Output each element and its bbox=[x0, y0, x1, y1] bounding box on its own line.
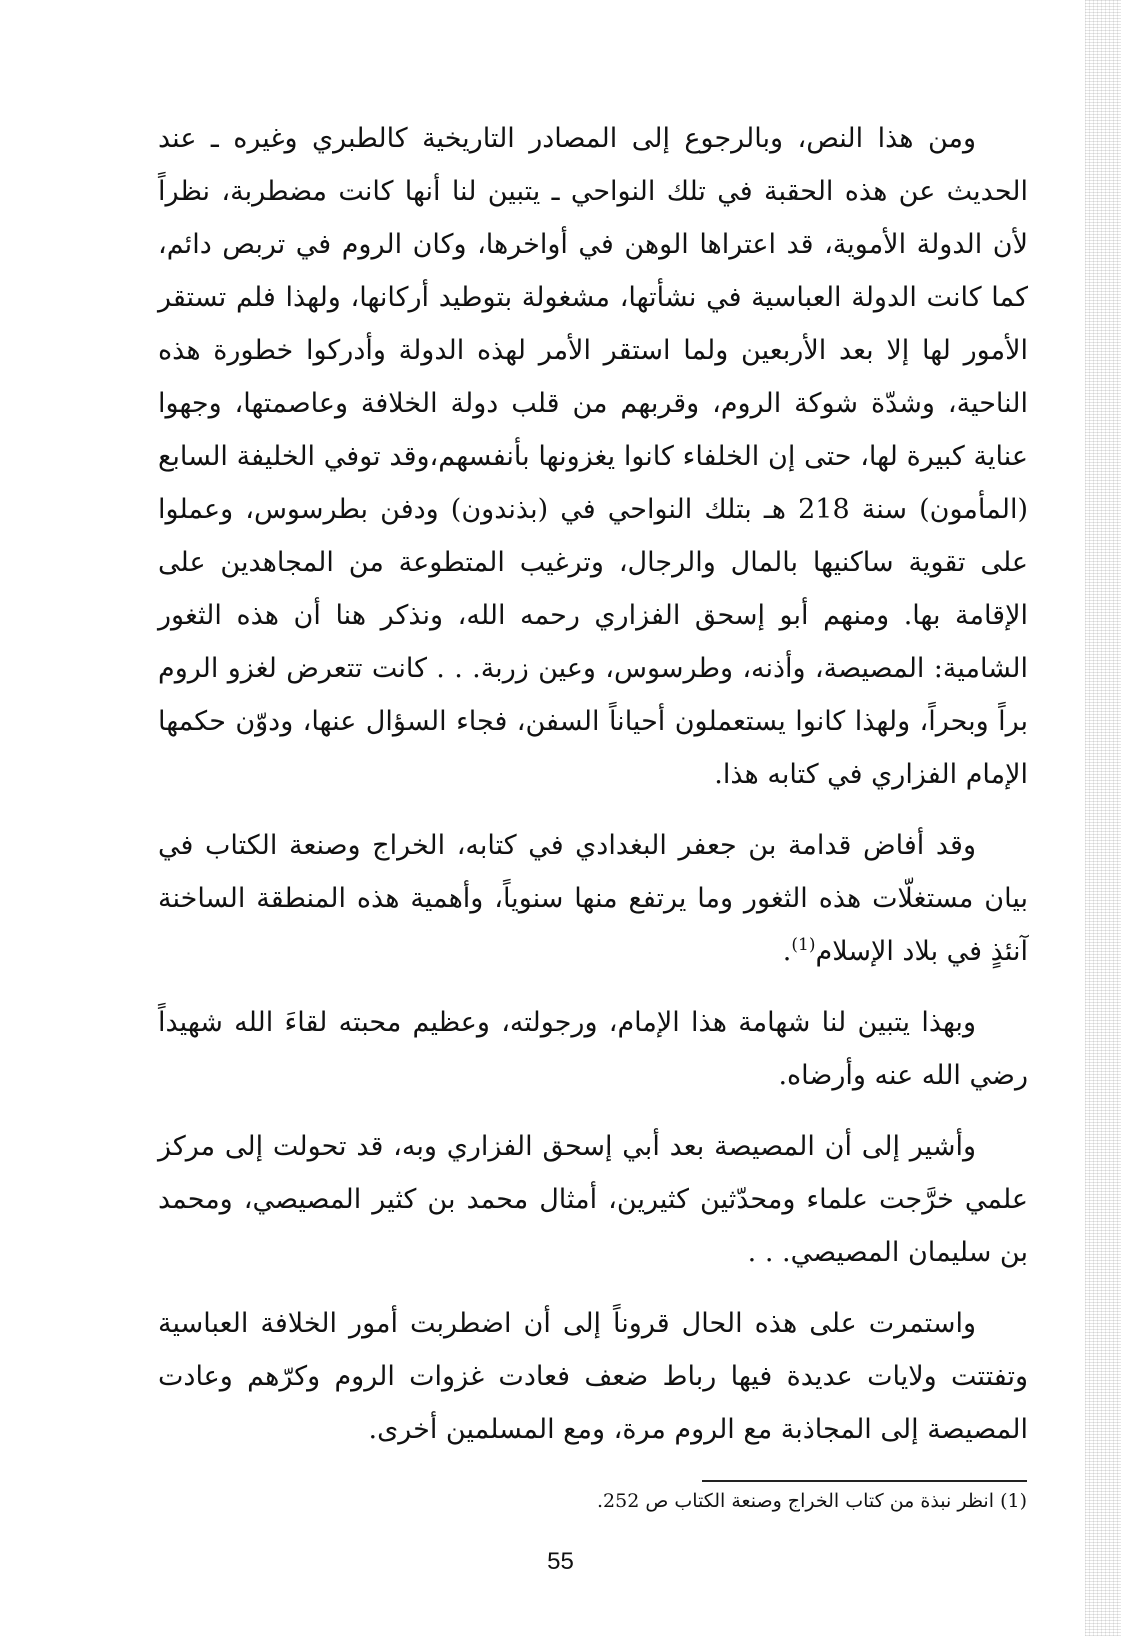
paragraph-1-text: ومن هذا النص، وبالرجوع إلى المصادر التاريخية كالطبري وغيره ـ عند الحديث عن هذه الحقبة في تلك النواحي ـ يتبين لنا أنها كانت مضطربة، نظراً لأن الدولة الأموية، قد اعتراها الوهن في أواخرها، وكان الروم في تربص دائم، كما كانت الدولة العباسية في نشأتها، مشغولة بتوطيد أركانها، ولهذا فلم تستقر الأمور لها إلا بعد الأربعين ولما استقر الأمر لهذه الدولة وأدركوا خطورة هذه الناحية، وشدّة شوكة الروم، وقربهم من قلب دولة الخلافة وعاصمتها، وجهوا عناية كبيرة لها، حتى إن الخلفاء كانوا يغزونها بأنفسهم،وقد توفي الخليفة السابع (المأمون) سنة 218 هـ بتلك النواحي في (بذندون) ودفن بطرسوس، وعملوا على تقوية ساكنيها بالمال والرجال، وترغيب المتطوعة من المجاهدين على الإقامة بها. ومنهم أبو إسحق الفزاري رحمه الله، ونذكر هنا أن هذه الثغور الشامية: المصيصة، وأذنه، وطرسوس، وعين زربة. . . كانت تتعرض لغزو الروم براً وبحراً، ولهذا كانوا يستعملون أحياناً السفن، فجاء السؤال عنها، ودوّن حكمها الإمام الفزاري في كتابه هذا. bbox=[158, 123, 1028, 790]
scan-edge-texture bbox=[1085, 0, 1121, 1636]
paragraph-1 bbox=[158, 112, 1028, 801]
page-number: 55 bbox=[547, 1548, 574, 1575]
footnote-reference: (1) bbox=[791, 935, 816, 955]
paragraph-2 bbox=[158, 819, 1028, 978]
paragraph-2-tail: . bbox=[782, 936, 792, 967]
paragraph-5-text: واستمرت على هذه الحال قروناً إلى أن اضطربت أمور الخلافة العباسية وتفتتت ولايات عديدة فيها رباط ضعف فعادت غزوات الروم وكرّهم وعادت المصيصة إلى المجاذبة مع الروم مرة، ومع المسلمين أخرى. bbox=[158, 1308, 1028, 1445]
footnote-text: انظر نبذة من كتاب الخراج وصنعة الكتاب ص 252. bbox=[597, 1490, 995, 1512]
paragraph-2-text: وقد أفاض قدامة بن جعفر البغدادي في كتابه، الخراج وصنعة الكتاب في بيان مستغلّات هذه الثغور وما يرتفع منها سنوياً، وأهمية هذه المنطقة الساخنة آنئذٍ في بلاد الإسلام bbox=[158, 830, 1028, 967]
paragraph-4-text: وأشير إلى أن المصيصة بعد أبي إسحق الفزاري وبه، قد تحولت إلى مركز علمي خرَّجت علماء ومحدّثين كثيرين، أمثال محمد بن كثير المصيصي، ومحمد بن سليمان المصيصي. . . bbox=[158, 1131, 1028, 1268]
paragraph-4 bbox=[158, 1120, 1028, 1279]
footnote-marker: (1) bbox=[1000, 1490, 1027, 1512]
paragraph-3 bbox=[158, 996, 1028, 1102]
page-body bbox=[158, 112, 1028, 1474]
footnote bbox=[147, 1486, 1027, 1516]
paragraph-5 bbox=[158, 1297, 1028, 1456]
footnote-separator bbox=[702, 1480, 1027, 1482]
paragraph-3-text: وبهذا يتبين لنا شهامة هذا الإمام، ورجولته، وعظيم محبته لقاءَ الله شهيداً رضي الله عنه وأرضاه. bbox=[158, 1007, 1028, 1091]
